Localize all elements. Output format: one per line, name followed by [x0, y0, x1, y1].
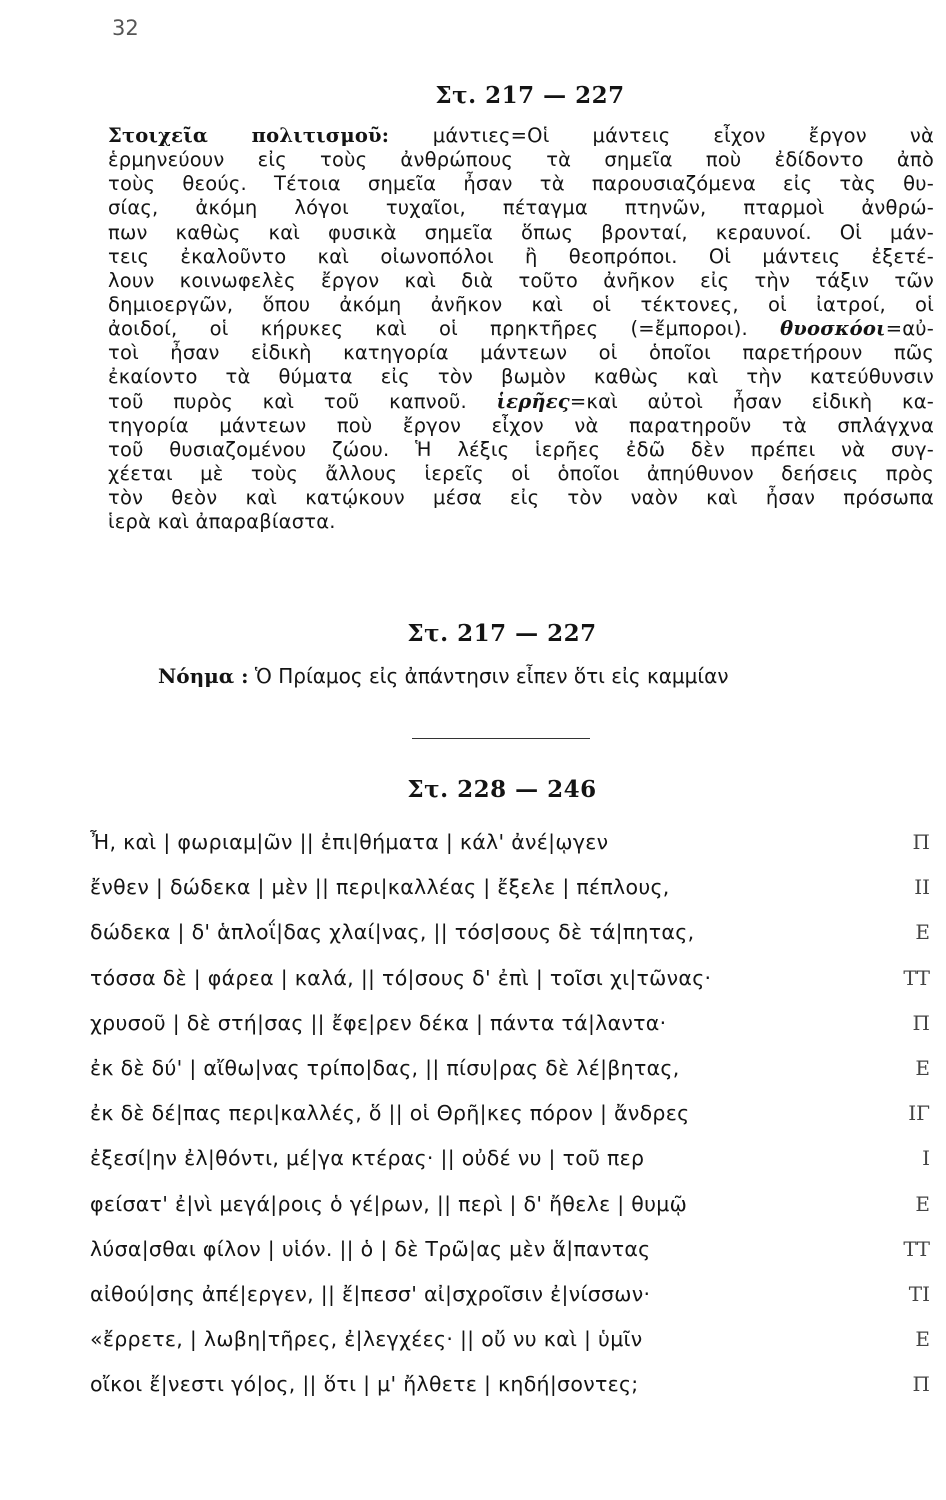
commentary-line	[108, 510, 934, 534]
commentary-text: σίας, ἀκόμη λόγοι τυχαῖοι, πέταγμα πτηνῶν, πταρμοὶ ἀνθρώ-	[108, 196, 934, 220]
verse-line	[90, 1192, 930, 1232]
page-number: 32	[112, 16, 139, 40]
commentary-text: =καὶ αὐτοὶ ἦσαν εἰδικὴ κα-	[569, 389, 934, 413]
verse-text: ἐκ δὲ δέ|πας περι|καλλές, ὅ || οἱ Θρῆ|κες πόρον | ἄνδρες	[90, 1101, 690, 1126]
commentary-text: τηγορία μάντεων ποὺ ἔργον εἶχον νὰ παρατηροῦν τὰ σπλάγχνα	[108, 413, 934, 437]
verse-text: αἰθού|σης ἀπέ|εργεν, || ἔ|πεσσ' αἰ|σχροῖσιν ἐ|νίσσων·	[90, 1282, 651, 1306]
commentary-line	[108, 486, 934, 510]
noima-paragraph	[158, 664, 938, 688]
commentary-line	[108, 148, 934, 172]
verse-text: ἔνθεν | δώδεκα | μὲν || περι|καλλέας | ἔξελε | πέπλους,	[90, 875, 670, 900]
verse-scansion-mark: ΤΙ	[908, 1282, 930, 1306]
commentary-line	[108, 196, 934, 220]
verse-text: «ἔρρετε, | λωβη|τῆρες, ἐ|λεγχέες· || οὔ νυ καὶ | ὑμῖν	[90, 1327, 643, 1352]
verse-scansion-mark: Ε	[915, 920, 930, 945]
verse-text: ἐκ δὲ δύ' | αἴθω|νας τρίπο|δας, || πίσυ|ρας δὲ λέ|βητας,	[90, 1056, 680, 1080]
noima-label: Νόημα :	[158, 664, 249, 688]
commentary-text: μάντιες=Οἱ μάντεις εἶχον ἔργον νὰ	[432, 124, 935, 147]
commentary-line	[108, 221, 934, 245]
commentary-text: τὸν θεὸν καὶ κατῴκουν μέσα εἰς τὸν ναὸν καὶ ἦσαν πρόσωπα	[108, 486, 934, 510]
commentary-text: δημιοεργῶν, ὅπου ἀκόμη ἀνῆκον καὶ οἱ τέκτονες, οἱ ἰατροί, οἱ	[108, 292, 934, 316]
verse-scansion-mark: ΤΤ	[903, 1236, 930, 1261]
commentary-text: ἑρμηνεύουν εἰς τοὺς ἀνθρώπους τὰ σημεῖα ποὺ ἐδίδοντο ἀπὸ	[108, 148, 934, 172]
verse-scansion-mark: Ε	[915, 1191, 930, 1216]
section-divider	[412, 738, 590, 739]
commentary-line	[108, 293, 934, 317]
commentary-line	[108, 172, 934, 196]
commentary-text: τοῦ θυσιαζομένου ζώου. Ἡ λέξις ἱερῆες ἐδῶ δὲν πρέπει νὰ συγ-	[108, 437, 934, 461]
commentary-line	[108, 390, 934, 414]
commentary-line	[108, 341, 934, 365]
verse-scansion-mark: Π	[912, 1372, 930, 1397]
commentary-text: ἀοιδοί, οἱ κήρυκες καὶ οἱ πρηκτῆρες (=ἔμποροι).	[108, 317, 781, 341]
verse-text: χρυσοῦ | δὲ στή|σας || ἔφε|ρεν δέκα | πάντα τά|λαντα·	[90, 1010, 667, 1035]
commentary-term: θυοσκόοι	[780, 317, 886, 341]
commentary-line	[108, 269, 934, 293]
section-heading-verses-228-246: Στ. 228 — 246	[407, 776, 597, 803]
verse-scansion-mark: Ι	[922, 1146, 930, 1171]
verse-line	[90, 1327, 930, 1367]
verse-text: ἐξεσί|ην ἐλ|θόντι, μέ|γα κτέρας· || οὐδέ νυ | τοῦ περ	[90, 1146, 645, 1171]
verse-scansion-mark: ΙΓ	[908, 1101, 930, 1126]
verse-text: δώδεκα | δ' ἁπλοΐ|δας χλαί|νας, || τόσ|σους δὲ τά|πητας,	[90, 920, 695, 945]
commentary-paragraph	[108, 124, 934, 534]
verse-line	[90, 1101, 930, 1141]
commentary-line	[108, 365, 934, 389]
section-heading-verses-217-227: Στ. 217 — 227	[435, 82, 625, 109]
verse-line	[90, 830, 930, 870]
verse-text: φείσατ' ἐ|νὶ μεγά|ροις ὁ γέ|ρων, || περὶ | δ' ἤθελε | θυμῷ	[90, 1191, 688, 1216]
commentary-text: τοῦ πυρὸς καὶ τοῦ καπνοῦ.	[108, 389, 497, 413]
commentary-text: χέεται μὲ τοὺς ἄλλους ἱερεῖς οἱ ὁποῖοι ἀπηύθυνον δεήσεις πρὸς	[108, 461, 934, 485]
commentary-text: =αὐ-	[885, 317, 934, 341]
commentary-text: ἐκαίοντο τὰ θύματα εἰς τὸν βωμὸν καθὼς καὶ τὴν κατεύθυνσιν	[108, 365, 934, 389]
commentary-text: τοὺς θεούς. Τέτοια σημεῖα ἦσαν τὰ παρουσιαζόμενα εἰς τὰς θυ-	[108, 172, 934, 196]
commentary-term: ἱερῆες	[496, 389, 570, 413]
verse-text: τόσσα δὲ | φάρεα | καλά, || τό|σους δ' ἐπὶ | τοῖσι χι|τῶνας·	[90, 965, 712, 990]
verse-line	[90, 920, 930, 960]
verse-line	[90, 1146, 930, 1186]
verse-text: λύσα|σθαι φίλον | υἱόν. || ὁ | δὲ Τρῶ|ας μὲν ἅ|παντας	[90, 1236, 651, 1261]
verse-scansion-mark: Π	[912, 830, 930, 854]
commentary-text: λουν κοινωφελὲς ἔργον καὶ διὰ τοῦτο ἀνῆκον εἰς τὴν τάξιν τῶν	[108, 268, 934, 292]
commentary-text: τεις ἐκαλοῦντο καὶ οἰωνοπόλοι ἢ θεοπρόποι. Οἱ μάντεις ἐξετέ-	[108, 244, 934, 268]
verse-line	[90, 966, 930, 1006]
verse-line	[90, 1237, 930, 1277]
commentary-line	[108, 124, 934, 148]
commentary-line	[108, 438, 934, 462]
verse-scansion-mark: Π	[912, 1010, 930, 1035]
commentary-label: Στοιχεῖα πολιτισμοῦ:	[108, 124, 433, 147]
verse-scansion-mark: Ε	[915, 1056, 930, 1080]
commentary-line	[108, 414, 934, 438]
verse-scansion-mark: Ε	[915, 1327, 930, 1352]
commentary-line	[108, 462, 934, 486]
verse-line	[90, 875, 930, 915]
verse-text: οἴκοι ἔ|νεστι γό|ος, || ὅτι | μ' ἤλθετε | κηδή|σοντες;	[90, 1372, 639, 1397]
commentary-line	[108, 317, 934, 341]
verse-line	[90, 1011, 930, 1051]
verse-line	[90, 1056, 930, 1096]
commentary-text: τοὶ ἦσαν εἰδικὴ κατηγορία μάντεων οἱ ὁποῖοι παρετήρουν πῶς	[108, 341, 934, 365]
verse-text: Ἦ, καὶ | φωριαμ|ῶν || ἐπι|θήματα | κάλ' ἀνέ|ῳγεν	[90, 830, 609, 854]
verse-line	[90, 1282, 930, 1322]
commentary-text: πων καθὼς καὶ φυσικὰ σημεῖα ὅπως βρονταί, κεραυνοί. Οἱ μάν-	[108, 220, 934, 244]
verse-line	[90, 1372, 930, 1412]
verse-scansion-mark: ΙΙ	[914, 875, 930, 900]
commentary-text: ἱερὰ καὶ ἀπαραβίαστα.	[108, 510, 336, 534]
commentary-line	[108, 245, 934, 269]
noima-text: Ὁ Πρίαμος εἰς ἀπάντησιν εἶπεν ὅτι εἰς καμμίαν	[254, 664, 729, 688]
section-heading-noima-217-227: Στ. 217 — 227	[407, 620, 597, 647]
verse-scansion-mark: ΤΤ	[903, 965, 930, 990]
